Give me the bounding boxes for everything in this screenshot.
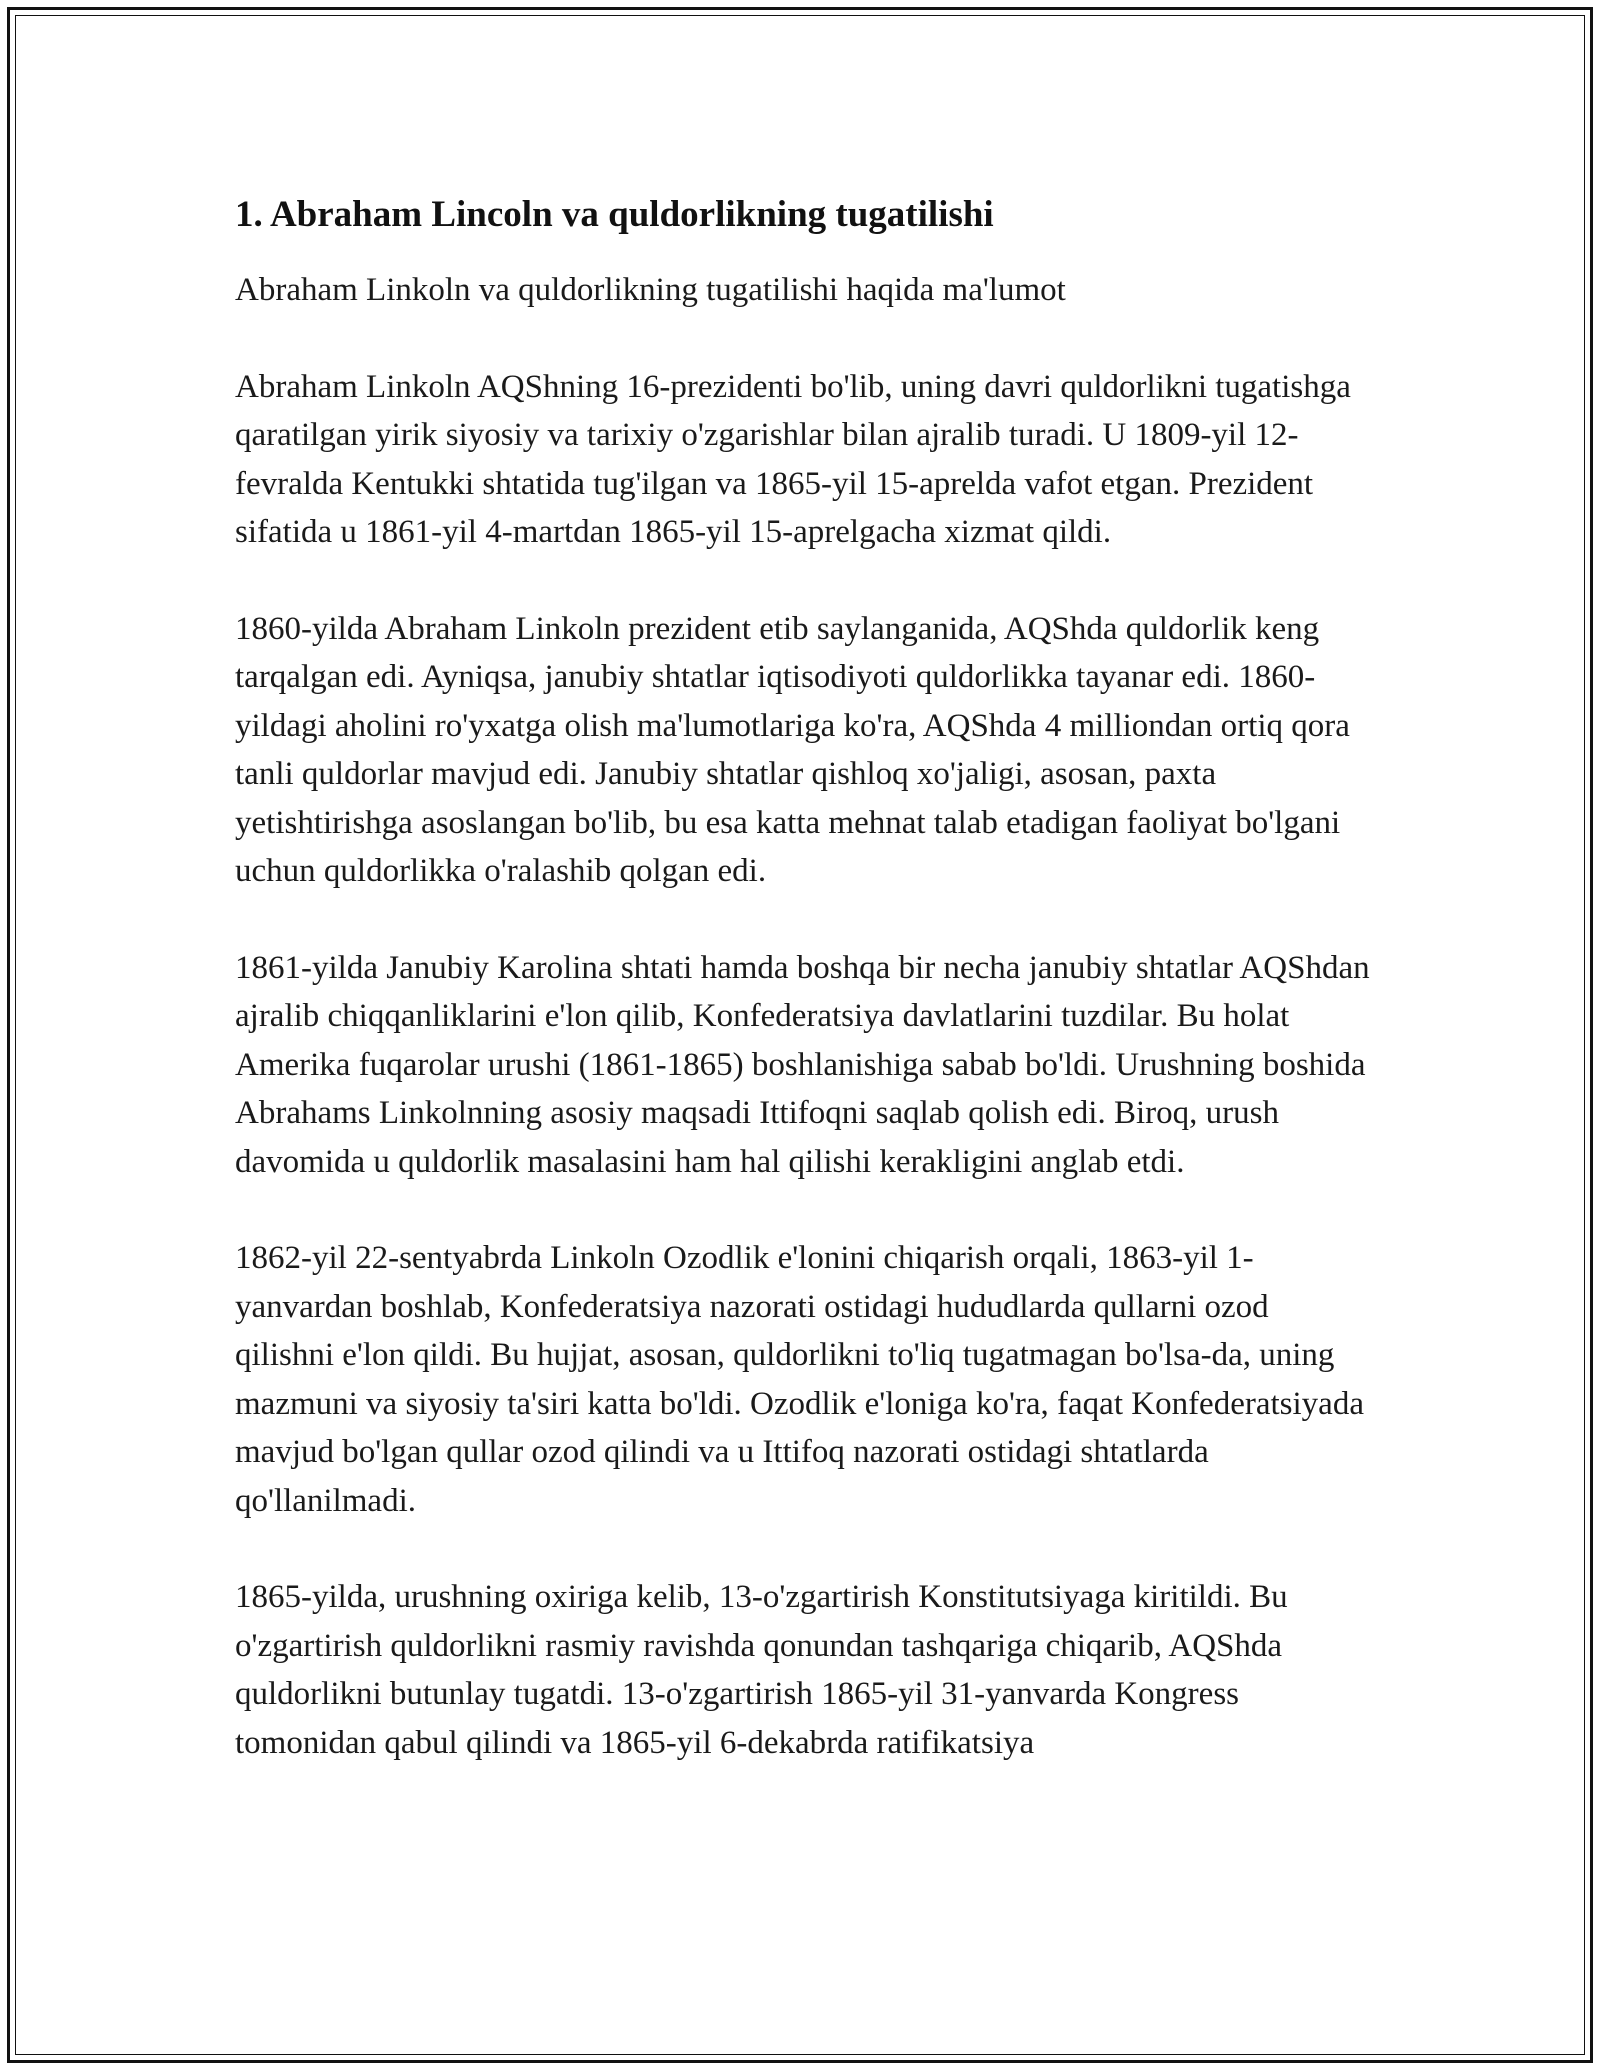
paragraph-biography: Abraham Linkoln AQShning 16-prezidenti bo'lib, uning davri quldorlikni tugatishga qaratilgan yirik siyosiy va tarixiy o'zgarishlar bilan ajralib turadi. U 1809-yil 12-fevralda Kentukki shtatida tug'ilgan va 1865-yil 15-aprelda vafot etgan. Prezident sifatida u 1861-yil 4-martdan 1865-yil 15-aprelgacha xizmat qildi. (235, 368, 1351, 550)
paragraph-slavery-1860: 1860-yilda Abraham Linkoln prezident etib saylanganida, AQShda quldorlik keng tarqalgan edi. Ayniqsa, janubiy shtatlar iqtisodiyoti quldorlikka tayanar edi. 1860-yildagi aholini ro'yxatga olish ma'lumotlariga ko'ra, AQShda 4 milliondan ortiq qora tanli quldorlar mavjud edi. Janubiy shtatlar qishloq xo'jaligi, asosan, paxta yetishtirishga asoslangan bo'lib, bu esa katta mehnat talab etadigan faoliyat bo'lgani uchun quldorlikka o'ralashib qolgan edi. (235, 610, 1350, 889)
paragraph-13th-amendment: 1865-yilda, urushning oxiriga kelib, 13-o'zgartirish Konstitutsiyaga kiritildi. Bu o'zgartirish quldorlikni rasmiy ravishda qonundan tashqariga chiqarib, AQShda quldorlikni butunlay tugatdi. 13-o'zgartirish 1865-yil 31-yanvarda Kongress tomonidan qabul qilindi va 1865-yil 6-dekabrda ratifikatsiya (235, 1579, 1288, 1761)
paragraph-civil-war: 1861-yilda Janubiy Karolina shtati hamda boshqa bir necha janubiy shtatlar AQShdan ajralib chiqqanliklarini e'lon qilib, Konfederatsiya davlatlarini tuzdilar. Bu holat Amerika fuqarolar urushi (1861-1865) boshlanishiga sabab bo'ldi. Urushning boshida Abrahams Linkolnning asosiy maqsadi Ittifoqni saqlab qolish edi. Biroq, urush davomida u quldorlik masalasini ham hal qilishi kerakligini anglab etdi. (235, 949, 1370, 1180)
document-body (235, 186, 1375, 1815)
paragraph-emancipation: 1862-yil 22-sentyabrda Linkoln Ozodlik e'lonini chiqarish orqali, 1863-yil 1-yanvardan boshlab, Konfederatsiya nazorati ostidagi hududlarda qullarni ozod qilishni e'lon qildi. Bu hujjat, asosan, quldorlikni to'liq tugatmagan bo'lsa-da, uning mazmuni va siyosiy ta'siri katta bo'ldi. Ozodlik e'loniga ko'ra, faqat Konfederatsiyada mavjud bo'lgan qullar ozod qilindi va u Ittifoq nazorati ostidagi shtatlarda qo'llanilmadi. (235, 1240, 1364, 1519)
document-subtitle: Abraham Linkoln va quldorlikning tugatilishi haqida ma'lumot (235, 272, 1066, 308)
document-title: 1. Abraham Lincoln va quldorlikning tugatilishi (235, 194, 994, 235)
